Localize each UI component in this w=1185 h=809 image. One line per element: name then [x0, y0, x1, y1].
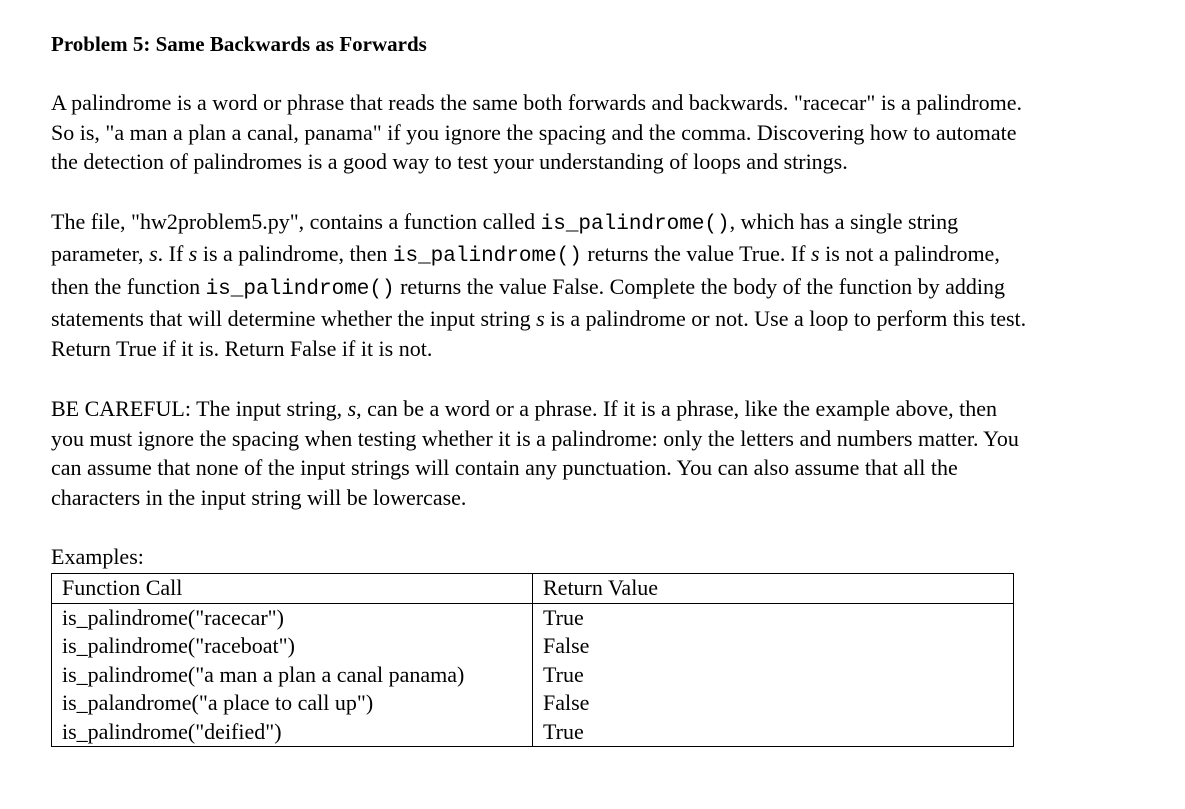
text-line: characters in the input string will be lowercase.	[51, 484, 467, 510]
text-line: then the function is_palindrome() returns the value False. Complete the body of the function by adding	[51, 273, 1005, 301]
return-value-cell: False	[533, 632, 1014, 661]
table-row	[52, 718, 1014, 747]
function-call-cell: is_palindrome("deified")	[52, 718, 533, 747]
text-line: So is, "a man a plan a canal, panama" if you ignore the spacing and the comma. Discovering how to automate	[51, 119, 1017, 145]
text-line: can assume that none of the input strings will contain any punctuation. You can also assume that all the	[51, 455, 958, 480]
text-line: Return True if it is. Return False if it is not.	[51, 335, 433, 361]
variable-s: s	[347, 396, 357, 421]
function-name: is_palindrome()	[205, 277, 395, 301]
return-value-cell: True	[533, 718, 1014, 747]
text-line: parameter, s. If s is a palindrome, then is_palindrome() returns the value True. If s is not a palindrome,	[51, 241, 1000, 268]
text-line: A palindrome is a word or phrase that reads the same both forwards and backwards. "racecar" is a palindrome.	[51, 90, 1022, 115]
function-call-cell: is_palindrome("a man a plan a canal panama)	[52, 661, 533, 690]
function-call-cell: is_palindrome("racecar")	[52, 603, 533, 632]
variable-s: s	[149, 241, 158, 266]
variable-s: s	[536, 306, 545, 331]
examples-table	[51, 573, 1014, 747]
intro-paragraph	[51, 88, 1161, 177]
function-call-cell: is_palandrome("a place to call up")	[52, 689, 533, 718]
task-paragraph	[51, 207, 1161, 364]
text-line: The file, "hw2problem5.py", contains a function called is_palindrome(), which has a single string	[51, 208, 959, 236]
table-header-row	[52, 574, 1014, 604]
return-value-cell: True	[533, 603, 1014, 632]
function-name: is_palindrome()	[392, 245, 582, 268]
variable-s: s	[188, 241, 198, 266]
table-row	[52, 689, 1014, 718]
text-line: the detection of palindromes is a good way to test your understanding of loops and strings.	[51, 149, 848, 174]
table-row	[52, 603, 1014, 632]
examples-label: Examples:	[51, 544, 144, 569]
caution-paragraph	[51, 394, 1161, 512]
variable-s: s	[811, 241, 820, 266]
column-header: Return Value	[533, 574, 1014, 604]
text-line: you must ignore the spacing when testing whether it is a palindrome: only the letters and numbers matter. You	[51, 425, 1019, 451]
text-line: statements that will determine whether the input string s is a palindrome or not. Use a loop to perform this test.	[51, 306, 1027, 331]
document-page	[51, 30, 1161, 744]
table-row	[52, 661, 1014, 690]
function-call-cell: is_palindrome("raceboat")	[52, 632, 533, 661]
text-line: BE CAREFUL: The input string, s, can be a word or a phrase. If it is a phrase, like the example above, then	[51, 396, 997, 421]
table-row	[52, 632, 1014, 661]
return-value-cell: False	[533, 689, 1014, 718]
return-value-cell: True	[533, 661, 1014, 690]
column-header: Function Call	[52, 574, 533, 604]
function-name: is_palindrome()	[540, 212, 730, 236]
problem-title: Problem 5: Same Backwards as Forwards	[51, 32, 427, 56]
